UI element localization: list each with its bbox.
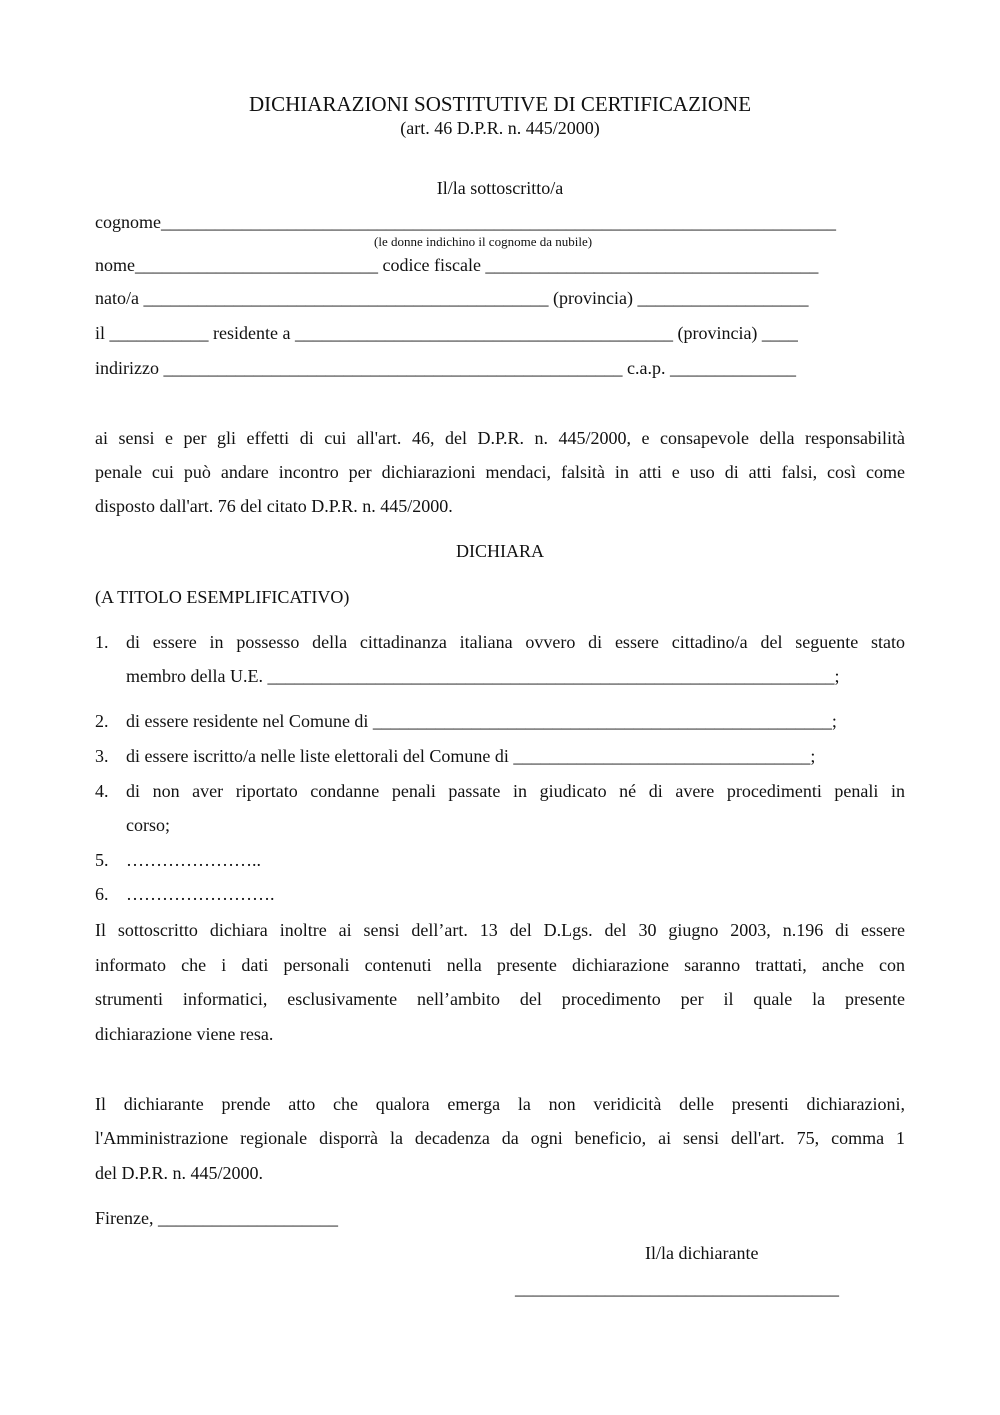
list-number-4: 4. — [95, 781, 109, 801]
list-item-5[interactable]: ………………….. — [126, 850, 261, 870]
signature-field[interactable]: ____________________________________ — [515, 1278, 839, 1298]
nato-provincia-field[interactable]: nato/a _____________________________________________ (provincia) ___________________ — [95, 288, 809, 308]
list-item-1-line-2[interactable]: membro della U.E. _______________________________________________________________; — [126, 666, 840, 686]
privacy-line-4: dichiarazione viene resa. — [95, 1024, 274, 1044]
indirizzo-cap-field[interactable]: indirizzo ___________________________________________________ c.a.p. ______________ — [95, 358, 796, 378]
list-number-2: 2. — [95, 711, 109, 731]
residenza-field[interactable]: il ___________ residente a __________________________________________ (provincia) ____ — [95, 323, 798, 343]
privacy-line-1: Il sottoscritto dichiara inoltre ai sensi dell’art. 13 del D.Lgs. del 30 giugno 2003, n.196 di essere — [95, 920, 905, 940]
cognome-field[interactable]: cognome___________________________________________________________________________ — [95, 212, 836, 232]
nome-codice-fiscale-field[interactable]: nome___________________________ codice fiscale _____________________________________ — [95, 255, 819, 275]
list-number-1: 1. — [95, 632, 109, 652]
list-item-1-line-1: di essere in possesso della cittadinanza italiana ovvero di essere cittadino/a del seguente stato — [126, 632, 905, 652]
list-item-3[interactable]: di essere iscritto/a nelle liste elettorali del Comune di _________________________________; — [126, 746, 816, 766]
list-item-4-line-2: corso; — [126, 815, 170, 835]
place-date-field[interactable]: Firenze, ____________________ — [95, 1208, 338, 1228]
consequence-line-3: del D.P.R. n. 445/2000. — [95, 1163, 264, 1183]
signer-label: Il/la dichiarante — [645, 1243, 759, 1263]
declares-heading: DICHIARA — [456, 541, 544, 561]
list-number-6: 6. — [95, 884, 109, 904]
consequence-line-2: l'Amministrazione regionale disporrà la decadenza da ogni beneficio, ai sensi dell'art. 75, comma 1 — [95, 1128, 905, 1148]
list-item-6[interactable]: ……………………. — [126, 884, 275, 904]
subscriber-label: Il/la sottoscritto/a — [436, 178, 564, 198]
consequence-line-1: Il dichiarante prende atto che qualora emerga la non veridicità delle presenti dichiarazioni, — [95, 1094, 905, 1114]
cognome-note: (le donne indichino il cognome da nubile) — [374, 234, 593, 249]
list-number-5: 5. — [95, 850, 109, 870]
declares-subheading: (A TITOLO ESEMPLIFICATIVO) — [95, 587, 350, 607]
privacy-line-3: strumenti informatici, esclusivamente nell’ambito del procedimento per il quale la presente — [95, 989, 905, 1009]
list-item-2[interactable]: di essere residente nel Comune di ___________________________________________________; — [126, 711, 837, 731]
intro-line-1: ai sensi e per gli effetti di cui all'art. 46, del D.P.R. n. 445/2000, e consapevole della responsabilità — [95, 428, 905, 448]
intro-line-3: disposto dall'art. 76 del citato D.P.R. n. 445/2000. — [95, 496, 453, 516]
document-title: DICHIARAZIONI SOSTITUTIVE DI CERTIFICAZIONE — [248, 92, 752, 116]
list-item-4-line-1: di non aver riportato condanne penali passate in giudicato né di avere procedimenti penali in — [126, 781, 905, 801]
list-number-3: 3. — [95, 746, 109, 766]
intro-line-2: penale cui può andare incontro per dichiarazioni mendaci, falsità in atti e uso di atti falsi, così come — [95, 462, 905, 482]
privacy-line-2: informato che i dati personali contenuti nella presente dichiarazione saranno trattati, anche con — [95, 955, 905, 975]
document-subtitle: (art. 46 D.P.R. n. 445/2000) — [400, 118, 600, 138]
